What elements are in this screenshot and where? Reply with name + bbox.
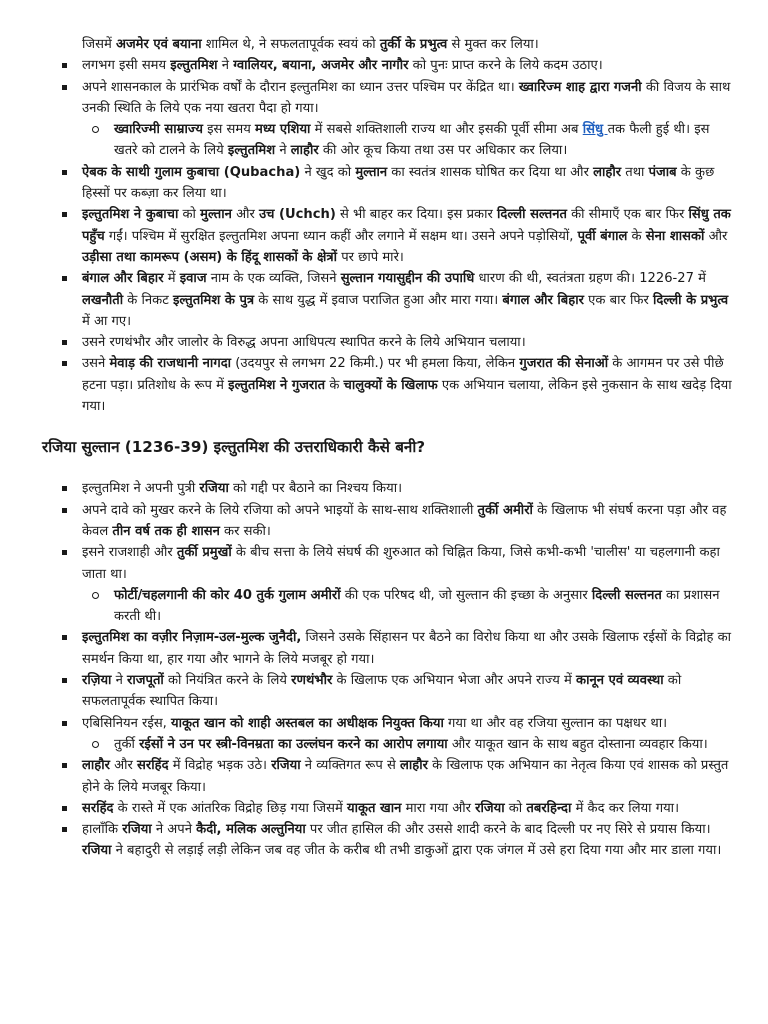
- square-bullet-icon: [62, 806, 67, 811]
- sub-list-item-text: [114, 734, 732, 755]
- square-bullet-icon: [62, 550, 67, 555]
- intro-continuation-paragraph: [42, 34, 732, 55]
- list-item-text: [82, 353, 732, 417]
- bullet-list-ilutmish: [42, 55, 732, 417]
- text-run: की विजय के साथ उनकी स्थिति के लिये एक नया खतरा पैदा हो गया।: [82, 79, 731, 116]
- list-item: [42, 353, 732, 417]
- sub-list-item: [42, 734, 732, 755]
- sub-list: [82, 119, 732, 162]
- text-run: हालाँकि: [82, 822, 123, 838]
- text-run: एक अभियान चलाया, लेकिन इसे नुकसान के साथ खदेड़ दिया गया।: [82, 377, 732, 415]
- list-item-text: [82, 627, 732, 670]
- bold-text: उड़ीसा तथा कामरूप (असम) के हिंदू शासकों के क्षेत्रों: [82, 249, 338, 265]
- list-item-text: [82, 670, 732, 713]
- text-run: के निकट: [123, 292, 173, 308]
- bold-text: इवाज: [179, 271, 207, 287]
- text-run: तुर्की: [114, 736, 140, 752]
- bold-text: कैदी, मलिक अल्तुनिया: [196, 822, 306, 838]
- list-item: [42, 55, 732, 76]
- bold-text: तबरहिन्दा: [526, 800, 572, 816]
- text-run: उसने: [82, 356, 110, 372]
- section-heading-wrap: [42, 436, 732, 458]
- bold-text: पंजाब: [648, 164, 677, 180]
- inline-link[interactable]: सिंधु: [582, 122, 608, 138]
- bold-text: तुर्की के प्रभुत्व: [379, 37, 448, 52]
- bold-text: सेना शासकों: [645, 228, 705, 244]
- circle-bullet-icon: [92, 741, 99, 748]
- bold-text: इल्तुतमिश ने कुबाचा: [82, 207, 179, 223]
- square-bullet-icon: [62, 827, 67, 832]
- text-run: धारण की थी, स्वतंत्रता ग्रहण की। 1226-27 में: [474, 271, 706, 287]
- square-bullet-icon: [62, 276, 67, 281]
- bold-text: रजिया: [122, 822, 152, 838]
- list-item-text: [82, 755, 732, 798]
- bold-text: रजिया: [199, 481, 229, 497]
- text-run: के: [325, 377, 344, 393]
- bold-text: मध्य एशिया: [255, 122, 311, 138]
- bold-text: लखनौती: [82, 292, 124, 308]
- text-run: का प्रशासन करती थी।: [114, 587, 720, 625]
- text-run: और याकूत खान के साथ बहुत दोस्ताना व्यवहार किया।: [447, 736, 708, 752]
- bold-text: अजमेर एवं बयाना: [115, 37, 202, 52]
- list-item-text: [82, 162, 732, 205]
- bold-text: तीन वर्ष तक ही शासन: [112, 523, 220, 539]
- bold-text: मेवाड़ की राजधानी नागदा: [109, 356, 232, 372]
- list-item: [42, 500, 732, 543]
- bold-text: ख्वारिज्मी साम्राज्य: [114, 122, 203, 138]
- text-run: जिसमें: [82, 37, 116, 52]
- square-bullet-icon: [62, 340, 67, 345]
- list-item-text: [82, 819, 732, 862]
- text-run: अपने दावे को मुखर करने के लिये रजिया को अपने भाइयों के साथ-साथ शक्तिशाली: [82, 502, 478, 518]
- text-run: ने: [275, 143, 291, 159]
- bold-text: रजिया: [271, 758, 301, 774]
- bold-text: सरहिंद: [82, 800, 114, 816]
- text-run: कर सकी।: [219, 523, 271, 539]
- text-run: मारा गया और: [401, 800, 476, 816]
- bold-text: मुल्तान: [355, 164, 388, 180]
- circle-bullet-icon: [92, 592, 99, 599]
- square-bullet-icon: [62, 212, 67, 217]
- list-item-text: [82, 332, 732, 353]
- list-item: [42, 332, 732, 353]
- text-run: गया था और वह रजिया सुल्तान का पक्षधर था।: [443, 715, 668, 731]
- section-one: [42, 34, 732, 417]
- list-item-text: [82, 500, 732, 543]
- text-run: के कुछ हिस्सों पर कब्ज़ा कर लिया था।: [82, 164, 715, 202]
- text-run: ने व्यक्तिगत रूप से: [300, 758, 400, 774]
- square-bullet-icon: [62, 361, 67, 366]
- bold-text: चालुक्यों के खिलाफ: [343, 377, 438, 393]
- circle-bullet-icon: [92, 126, 99, 133]
- square-bullet-icon: [62, 721, 67, 726]
- text-run: एबिसिनियन रईस,: [82, 715, 171, 731]
- list-item-text: [82, 478, 732, 499]
- square-bullet-icon: [62, 170, 67, 175]
- bold-text: रजिया: [475, 800, 505, 816]
- text-run: के साथ युद्ध में इवाज पराजित हुआ और मारा गया।: [254, 292, 503, 308]
- bold-text: बंगाल और बिहार: [82, 271, 164, 287]
- bold-text: रजिया: [82, 843, 112, 859]
- bold-text: लाहौर: [593, 164, 622, 180]
- sub-list-item-text: [114, 585, 732, 628]
- list-item-text: [82, 268, 732, 332]
- text-run: में कैद कर लिया गया।: [571, 800, 680, 816]
- list-item: [42, 670, 732, 713]
- text-run: की सीमाएँ एक बार फिर: [566, 207, 689, 223]
- text-run: तक फैली हुई थी। इस खतरे को टालने के लिये: [114, 122, 710, 159]
- bold-text: सरहिंद: [137, 758, 169, 774]
- bold-text: लाहौर: [290, 143, 319, 159]
- sub-list-item-text: [114, 119, 732, 162]
- text-run: इल्तुतमिश ने अपनी पुत्री: [82, 481, 200, 497]
- bold-text: इल्तुतमिश का वज़ीर निज़ाम-उल-मुल्क जुनैदी,: [82, 630, 302, 646]
- text-run: तथा: [621, 164, 649, 180]
- text-run: में: [163, 271, 180, 287]
- bold-text: फोर्टी/चहलगानी की कोर 40 तुर्क गुलाम अमीरों: [114, 587, 341, 603]
- text-run: के खिलाफ एक अभियान भेजा और अपने राज्य में: [332, 673, 577, 689]
- bold-text: राजपूतों: [127, 673, 164, 689]
- bold-text: पूर्वी बंगाल: [577, 228, 628, 244]
- bold-text: इल्तुतमिश के पुत्र: [172, 292, 255, 308]
- bold-text: ग्वालियर, बयाना, अजमेर और नागौर: [233, 58, 409, 74]
- bold-text: बंगाल और बिहार: [502, 292, 584, 308]
- list-item: [42, 478, 732, 499]
- sub-list-item: [42, 585, 732, 628]
- list-item: [42, 755, 732, 798]
- text-run: के बीच सत्ता के लिये संघर्ष की शुरुआत को चिह्नित किया, जिसे कभी-कभी 'चालीस' या चहलगानी कहा जाता था।: [82, 545, 720, 582]
- bold-text: सुल्तान गयासुद्दीन की उपाधि: [340, 271, 475, 287]
- text-run: पर जीत हासिल की और उससे शादी करने के बाद दिल्ली पर नए सिरे से प्रयास किया।: [305, 822, 711, 838]
- bold-text: मुल्तान: [200, 207, 232, 223]
- bold-text: तुर्की अमीरों: [477, 502, 533, 518]
- text-run: लगभग इसी समय: [82, 58, 171, 74]
- bold-text: गुजरात की सेनाओं: [519, 356, 609, 372]
- list-item: [42, 204, 732, 268]
- text-run: में आ गए।: [82, 313, 132, 329]
- text-run: ने अपने: [151, 822, 197, 838]
- square-bullet-icon: [62, 85, 67, 90]
- text-run: को पुनः प्राप्त करने के लिये कदम उठाए।: [408, 58, 603, 74]
- square-bullet-icon: [62, 486, 67, 491]
- list-item: [42, 713, 732, 756]
- bold-text: लाहौर: [399, 758, 428, 774]
- list-item-text: [82, 77, 732, 120]
- list-item-text: [82, 542, 732, 585]
- square-bullet-icon: [62, 678, 67, 683]
- bold-text: इल्तुतमिश: [170, 58, 218, 74]
- section-heading-razia: रजिया सुल्तान (1236-39) इल्तुतमिश की उत्तराधिकारी कैसे बनी?: [42, 438, 426, 457]
- text-run: को नियंत्रित करने के लिये: [163, 673, 292, 689]
- sub-list-item: [42, 119, 732, 162]
- text-run: के आगमन पर उसे पीछे हटना पड़ा। प्रतिशोध के रूप में: [82, 356, 724, 393]
- text-run: के रास्ते में एक आंतरिक विद्रोह छिड़ गया जिसमें: [113, 800, 347, 816]
- text-run: में विद्रोह भड़क उठे।: [168, 758, 272, 774]
- bold-text: दिल्ली सल्तनत: [497, 207, 567, 223]
- text-run: अपने शासनकाल के प्रारंभिक वर्षों के दौरान इल्तुतमिश का ध्यान उत्तर पश्चिम पर केंद्रित था।: [82, 79, 519, 95]
- text-run: की एक परिषद थी, जो सुल्तान की इच्छा के अनुसार: [340, 587, 592, 603]
- text-run: पर छापे मारे।: [337, 249, 404, 265]
- text-run: (उदयपुर से लगभग 22 किमी.) पर भी हमला किया, लेकिन: [231, 356, 520, 372]
- list-item-text: [82, 204, 732, 268]
- list-item: [42, 798, 732, 819]
- bold-text: इल्तुतमिश: [227, 143, 276, 159]
- list-item: [42, 77, 732, 162]
- list-item: [42, 542, 732, 627]
- list-item-text: [82, 55, 732, 76]
- bold-text: रज़िया: [82, 673, 112, 689]
- list-item: [42, 268, 732, 332]
- text-run: ने: [217, 58, 234, 74]
- bold-text: लाहौर: [82, 758, 110, 774]
- bold-text: याकूत खान: [346, 800, 402, 816]
- bold-text: रणथंभौर: [291, 673, 333, 689]
- text-run: ने: [111, 673, 128, 689]
- square-bullet-icon: [62, 508, 67, 513]
- text-run: और: [704, 228, 728, 244]
- text-run: के खिलाफ भी संघर्ष करना पड़ा और वह केवल: [82, 502, 727, 539]
- text-run: इसने राजशाही और: [82, 545, 177, 561]
- square-bullet-icon: [62, 635, 67, 640]
- text-run: और: [109, 758, 138, 774]
- text-run: उसने रणथंभौर और जालोर के विरुद्ध अपना आधिपत्य स्थापित करने के लिये अभियान चलाया।: [82, 335, 526, 351]
- bold-text: याकूत खान को शाही अस्तबल का अधीक्षक नियुक्त किया: [171, 715, 444, 731]
- bold-text: ऐबक के साथी गुलाम कुबाचा (Qubacha): [82, 164, 301, 180]
- bold-text: उच (Uchch): [259, 207, 336, 223]
- text-run: ने खुद को: [300, 164, 356, 180]
- square-bullet-icon: [62, 763, 67, 768]
- bold-text: दिल्ली के प्रभुत्व: [653, 292, 729, 308]
- text-run: से मुक्त कर लिया।: [447, 37, 539, 52]
- bold-text: तुर्की प्रमुखों: [176, 545, 232, 561]
- bold-text: सिंधु तक पहुँच: [82, 207, 731, 244]
- bold-text: रईसों ने उन पर स्त्री-विनम्रता का उल्लंघन करने का आरोप लगाया: [139, 736, 448, 752]
- text-run: ने बहादुरी से लड़ाई लड़ी लेकिन जब वह जीत के करीब थी तभी डाकुओं द्वारा एक जंगल में उसे हरा दिया गया और मार डाला गया।: [111, 843, 722, 859]
- square-bullet-icon: [62, 63, 67, 68]
- text-run: का स्वतंत्र शासक घोषित कर दिया था और: [387, 164, 594, 180]
- text-run: में सबसे शक्तिशाली राज्य था और इसकी पूर्वी सीमा अब: [310, 122, 583, 138]
- text-run: से भी बाहर कर दिया। इस प्रकार: [335, 207, 497, 223]
- text-run: गईं। पश्चिम में सुरक्षित इल्तुतमिश अपना ध्यान कहीं और लगाने में सक्षम था। उसने अपने पड़ोसियों,: [104, 228, 578, 244]
- text-run: के खिलाफ एक अभियान का नेतृत्व किया एवं शासक को प्रस्तुत होने के लिये मजबूर किया।: [82, 758, 729, 795]
- bullet-list-razia: [42, 478, 732, 861]
- bold-text: दिल्ली सल्तनत: [591, 587, 662, 603]
- list-item-text: [82, 713, 732, 734]
- sub-list: [82, 585, 732, 628]
- text-run: शामिल थे, ने सफलतापूर्वक स्वयं को: [201, 37, 380, 52]
- list-item: [42, 627, 732, 670]
- bold-text: ख्वारिज्म शाह द्वारा गजनी: [518, 79, 642, 95]
- text-run: नाम के एक व्यक्ति, जिसने: [206, 271, 341, 287]
- text-run: इस समय: [202, 122, 255, 138]
- list-item: [42, 819, 732, 862]
- bold-text: कानून एवं व्यवस्था: [576, 673, 664, 689]
- bold-text: इल्तुतमिश ने गुजरात: [228, 377, 326, 393]
- list-item-text: [82, 798, 732, 819]
- text-run: के: [627, 228, 646, 244]
- text-run: को: [504, 800, 527, 816]
- text-run: को: [178, 207, 201, 223]
- list-item: [42, 162, 732, 205]
- text-run: और: [231, 207, 259, 223]
- text-run: एक बार फिर: [583, 292, 653, 308]
- text-run: को सफलतापूर्वक स्थापित किया।: [82, 673, 682, 710]
- text-run: जिसने उसके सिंहासन पर बैठने का विरोध किया था और उसके खिलाफ रईसों के विद्रोह का समर्थन किया था, हार गया और भागने के लिये मजबूर हो गया।: [82, 630, 732, 667]
- sub-list: [82, 734, 732, 755]
- text-run: की ओर कूच किया तथा उस पर अधिकार कर लिया।: [318, 143, 568, 159]
- text-run: को गद्दी पर बैठाने का निश्चय किया।: [228, 481, 403, 497]
